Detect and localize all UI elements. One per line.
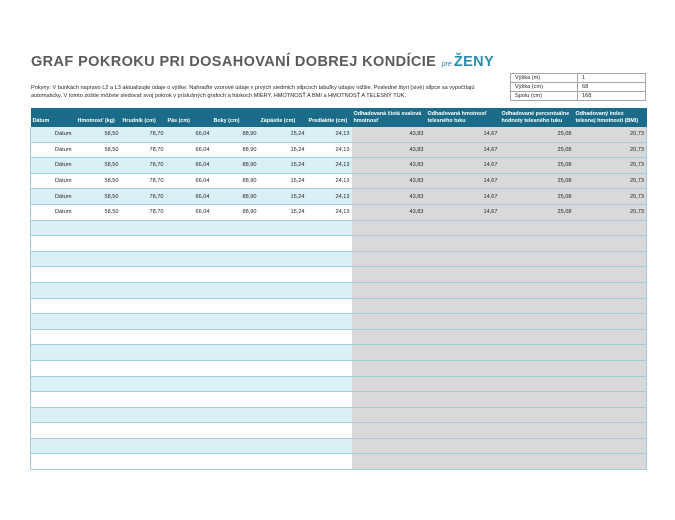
table-cell[interactable]: 24,13 [307,189,352,205]
table-cell [426,329,500,345]
table-cell [426,236,500,252]
height-info-row [511,83,646,92]
table-cell [574,220,647,236]
table-cell[interactable] [121,454,166,470]
table-cell[interactable] [307,329,352,345]
table-cell[interactable] [212,220,259,236]
table-cell[interactable] [307,407,352,423]
table-cell [574,438,647,454]
table-cell [352,454,426,470]
table-cell [426,251,500,267]
column-header: Hrudník (cm) [121,108,166,127]
table-cell[interactable]: 66,04 [166,189,212,205]
table-cell[interactable] [259,423,307,439]
column-header: Boky (cm) [212,108,259,127]
table-cell [352,423,426,439]
table-cell [352,220,426,236]
table-cell[interactable] [76,407,121,423]
table-cell [500,454,574,470]
table-cell [500,220,574,236]
table-cell [426,267,500,283]
table-cell[interactable]: Dátum [31,173,76,189]
table-cell [574,298,647,314]
table-cell[interactable]: Dátum [31,127,76,142]
table-cell [500,282,574,298]
table-cell: 43,83 [352,189,426,205]
table-cell: 43,83 [352,173,426,189]
table-cell [500,267,574,283]
table-cell [426,376,500,392]
table-cell[interactable]: 88,90 [212,127,259,142]
table-cell [500,314,574,330]
table-cell[interactable] [259,267,307,283]
table-cell [500,360,574,376]
table-cell[interactable] [212,298,259,314]
table-cell [574,267,647,283]
table-cell[interactable] [166,267,212,283]
table-cell[interactable]: 66,04 [166,158,212,174]
table-cell[interactable] [121,392,166,408]
table-cell [426,454,500,470]
column-header: Odhadovaná čistá svalová hmotnosť [352,108,426,127]
table-cell[interactable]: 15,24 [259,127,307,142]
table-cell [426,345,500,361]
table-row [31,376,647,392]
table-cell[interactable] [259,438,307,454]
table-cell: 14,67 [426,189,500,205]
table-cell[interactable] [76,345,121,361]
table-cell [352,314,426,330]
table-cell [500,329,574,345]
table-cell[interactable] [166,407,212,423]
table-cell[interactable] [259,314,307,330]
table-cell[interactable] [31,454,76,470]
table-cell[interactable]: Dátum [31,158,76,174]
height-info-label: Spolu (cm) [511,92,578,101]
table-cell[interactable] [31,423,76,439]
table-cell[interactable] [307,376,352,392]
table-cell [426,220,500,236]
table-cell[interactable] [31,282,76,298]
table-cell [574,376,647,392]
table-cell[interactable] [166,220,212,236]
table-cell[interactable] [166,282,212,298]
table-cell[interactable] [166,236,212,252]
table-cell[interactable] [31,251,76,267]
table-cell[interactable]: 58,50 [76,173,121,189]
table-cell[interactable] [121,423,166,439]
table-cell[interactable] [31,345,76,361]
table-cell[interactable] [166,329,212,345]
table-cell: 14,67 [426,204,500,220]
table-cell [352,438,426,454]
table-cell[interactable] [212,282,259,298]
table-cell[interactable] [307,392,352,408]
table-row [31,220,647,236]
table-cell[interactable] [307,438,352,454]
table-cell[interactable] [212,376,259,392]
table-cell: 25,08 [500,173,574,189]
table-row [31,251,647,267]
column-header: Predlaktie (cm) [307,108,352,127]
table-cell[interactable] [307,298,352,314]
table-row [31,204,647,220]
table-cell[interactable] [76,360,121,376]
table-cell[interactable]: 88,90 [212,173,259,189]
table-cell[interactable]: 24,13 [307,173,352,189]
table-cell: 14,67 [426,142,500,158]
table-cell[interactable] [31,392,76,408]
table-cell[interactable] [259,392,307,408]
table-cell [352,251,426,267]
column-header: Odhadovaný index telesnej hmotnosti (BMI) [574,108,647,127]
table-row [31,329,647,345]
table-cell[interactable] [212,251,259,267]
table-cell [426,314,500,330]
table-cell: 14,67 [426,127,500,142]
table-cell[interactable] [76,282,121,298]
table-row [31,454,647,470]
table-cell: 25,08 [500,189,574,205]
column-header: Zápästie (cm) [259,108,307,127]
table-cell: 43,83 [352,158,426,174]
table-cell[interactable]: 78,70 [121,173,166,189]
height-info-row [511,92,646,101]
table-cell[interactable] [307,423,352,439]
table-cell[interactable] [76,267,121,283]
table-cell[interactable] [31,314,76,330]
table-cell [574,251,647,267]
table-cell[interactable] [121,345,166,361]
title-gender: ŽENY [453,54,495,70]
table-cell[interactable] [31,376,76,392]
table-cell[interactable] [212,314,259,330]
table-cell[interactable]: 58,50 [76,189,121,205]
table-cell[interactable] [212,360,259,376]
instructions-text: Pokyny: V bunkách napravo L2 a L3 aktualizujte údaje o výške. Nahraďte vzorové údaje v prvých siedmich stĺpcoch tabuľky údajov nižšie. Posledné štyri (sivé) stĺpce sa vypočítajú automaticky. V tomto zošite môžete sledovať svoj pokrok v príslušných grafoch a hárkoch MIERY, HMOTNOSŤ A BMI a HMOTNOSŤ A TELESNÝ TUK. [31,85,475,99]
table-cell[interactable] [121,407,166,423]
table-cell[interactable]: 66,04 [166,142,212,158]
table-cell[interactable] [76,454,121,470]
height-info-label: Výška (cm) [511,83,578,92]
table-cell [574,454,647,470]
column-header: Odhadovaná hmotnosť telesného tuku [426,108,500,127]
table-cell [500,236,574,252]
table-cell[interactable]: 15,24 [259,189,307,205]
table-cell[interactable]: 58,50 [76,142,121,158]
table-cell[interactable] [76,376,121,392]
table-cell: 43,83 [352,142,426,158]
table-cell[interactable]: 58,50 [76,158,121,174]
table-cell[interactable]: 66,04 [166,127,212,142]
table-cell[interactable]: 78,70 [121,204,166,220]
table-cell: 20,73 [574,158,647,174]
table-cell[interactable] [307,251,352,267]
table-cell[interactable]: 78,70 [121,158,166,174]
column-header: Odhadované percentuálne hodnoty telesného tuku [500,108,574,127]
table-row [31,127,647,142]
table-cell[interactable] [166,298,212,314]
height-info-table [510,73,646,101]
table-cell[interactable] [307,220,352,236]
table-cell [352,267,426,283]
table-cell: 25,08 [500,127,574,142]
table-cell[interactable] [212,392,259,408]
table-cell[interactable] [307,454,352,470]
table-row [31,158,647,174]
table-cell [574,329,647,345]
table-cell[interactable] [166,314,212,330]
table-cell [426,423,500,439]
table-cell[interactable]: 88,90 [212,158,259,174]
table-cell [352,345,426,361]
table-cell[interactable] [76,423,121,439]
table-cell[interactable]: 58,50 [76,127,121,142]
table-cell[interactable] [259,282,307,298]
table-cell[interactable] [212,236,259,252]
table-cell: 20,73 [574,127,647,142]
height-info-label: Výška (m) [511,74,578,83]
table-cell[interactable]: 15,24 [259,204,307,220]
table-cell[interactable] [31,438,76,454]
table-cell[interactable] [166,345,212,361]
table-cell [426,438,500,454]
table-cell [426,298,500,314]
table-cell[interactable] [166,251,212,267]
table-cell[interactable] [259,220,307,236]
table-cell: 25,08 [500,204,574,220]
table-cell: 43,83 [352,127,426,142]
table-cell [574,282,647,298]
table-row [31,298,647,314]
table-cell [352,298,426,314]
table-row [31,267,647,283]
table-cell[interactable] [259,298,307,314]
table-cell[interactable] [31,407,76,423]
table-cell: 14,67 [426,158,500,174]
table-cell[interactable] [31,298,76,314]
table-cell[interactable] [121,220,166,236]
table-cell [500,376,574,392]
title-main: GRAF POKROKU PRI DOSAHOVANÍ DOBREJ KONDÍCIE [31,54,437,70]
table-row [31,407,647,423]
table-cell: 25,08 [500,158,574,174]
table-cell[interactable] [166,360,212,376]
table-header-row [31,108,647,127]
table-cell[interactable] [259,376,307,392]
table-cell [352,282,426,298]
table-cell[interactable] [121,438,166,454]
table-cell[interactable] [166,423,212,439]
table-cell[interactable]: 24,13 [307,127,352,142]
table-cell[interactable] [31,267,76,283]
table-cell [500,251,574,267]
table-cell [500,407,574,423]
table-cell [500,423,574,439]
table-cell[interactable] [31,329,76,345]
table-cell [500,392,574,408]
table-cell[interactable] [121,236,166,252]
table-cell[interactable] [76,220,121,236]
table-cell[interactable]: 78,70 [121,189,166,205]
table-cell[interactable]: 66,04 [166,173,212,189]
table-cell [500,298,574,314]
table-cell[interactable] [307,282,352,298]
table-cell [352,407,426,423]
table-cell[interactable] [121,267,166,283]
table-cell[interactable]: 88,90 [212,142,259,158]
table-cell[interactable] [31,236,76,252]
table-cell[interactable]: 15,24 [259,173,307,189]
table-cell [426,392,500,408]
table-cell [574,423,647,439]
table-cell: 43,83 [352,204,426,220]
table-cell [500,438,574,454]
table-row [31,423,647,439]
table-cell[interactable]: 24,13 [307,158,352,174]
table-cell[interactable] [121,314,166,330]
table-cell[interactable]: 88,90 [212,204,259,220]
table-cell[interactable] [212,423,259,439]
table-cell[interactable] [259,407,307,423]
table-cell[interactable] [212,454,259,470]
table-cell[interactable]: 88,90 [212,189,259,205]
table-row [31,173,647,189]
table-cell[interactable] [76,438,121,454]
table-cell[interactable] [31,220,76,236]
table-cell [574,407,647,423]
table-cell [574,236,647,252]
table-cell[interactable]: Dátum [31,204,76,220]
table-cell[interactable] [121,360,166,376]
table-cell: 20,73 [574,142,647,158]
page-title [31,54,494,70]
table-row [31,392,647,408]
height-info-value-cell[interactable]: 168 [578,92,646,101]
table-row [31,360,647,376]
table-cell [574,392,647,408]
table-cell[interactable] [76,314,121,330]
table-cell[interactable]: 78,70 [121,127,166,142]
table-row [31,314,647,330]
column-header: Pás (cm) [166,108,212,127]
height-info-value-cell[interactable]: 1 [578,74,646,83]
table-cell[interactable] [212,438,259,454]
progress-data-table [30,108,647,470]
table-cell[interactable] [76,236,121,252]
table-cell: 20,73 [574,189,647,205]
table-cell[interactable] [166,376,212,392]
table-cell[interactable] [31,360,76,376]
column-header: Dátum [31,108,76,127]
table-cell [574,345,647,361]
table-cell[interactable] [121,329,166,345]
table-cell [352,392,426,408]
table-cell [352,360,426,376]
table-cell [352,236,426,252]
table-cell[interactable] [212,267,259,283]
table-cell[interactable] [212,329,259,345]
table-cell[interactable] [121,282,166,298]
table-cell[interactable]: 24,13 [307,204,352,220]
table-cell [426,360,500,376]
table-row [31,345,647,361]
table-cell[interactable] [259,236,307,252]
table-cell[interactable] [259,345,307,361]
table-cell[interactable] [307,236,352,252]
title-pre: pre [441,61,452,68]
table-row [31,236,647,252]
table-cell[interactable]: 24,13 [307,142,352,158]
table-cell[interactable] [121,298,166,314]
table-cell[interactable] [76,298,121,314]
table-cell[interactable] [259,360,307,376]
height-info-row [511,74,646,83]
table-cell [352,329,426,345]
table-cell[interactable]: Dátum [31,142,76,158]
table-cell [574,314,647,330]
table-cell[interactable]: Dátum [31,189,76,205]
table-cell[interactable]: 15,24 [259,142,307,158]
column-header: Hmotnosť (kg) [76,108,121,127]
table-cell[interactable] [212,345,259,361]
table-cell[interactable] [121,376,166,392]
table-cell[interactable] [76,329,121,345]
table-cell[interactable]: 58,50 [76,204,121,220]
table-row [31,189,647,205]
table-cell[interactable]: 15,24 [259,158,307,174]
table-cell: 20,73 [574,173,647,189]
table-cell [352,376,426,392]
table-row [31,282,647,298]
table-cell[interactable] [259,454,307,470]
table-cell[interactable] [307,360,352,376]
table-cell [426,282,500,298]
table-cell [574,360,647,376]
table-cell[interactable] [76,392,121,408]
table-cell[interactable]: 78,70 [121,142,166,158]
height-info-value-cell[interactable]: 68 [578,83,646,92]
table-cell: 14,67 [426,173,500,189]
table-cell[interactable] [166,438,212,454]
table-row [31,142,647,158]
table-cell[interactable] [259,251,307,267]
table-cell[interactable] [212,407,259,423]
table-cell[interactable] [307,314,352,330]
table-cell[interactable]: 66,04 [166,204,212,220]
table-cell[interactable] [166,392,212,408]
table-cell[interactable] [76,251,121,267]
table-cell[interactable] [166,454,212,470]
table-cell [500,345,574,361]
table-cell [426,407,500,423]
table-cell: 25,08 [500,142,574,158]
table-cell[interactable] [259,329,307,345]
table-row [31,438,647,454]
table-cell[interactable] [307,267,352,283]
table-cell[interactable] [121,251,166,267]
table-cell: 20,73 [574,204,647,220]
table-cell[interactable] [307,345,352,361]
